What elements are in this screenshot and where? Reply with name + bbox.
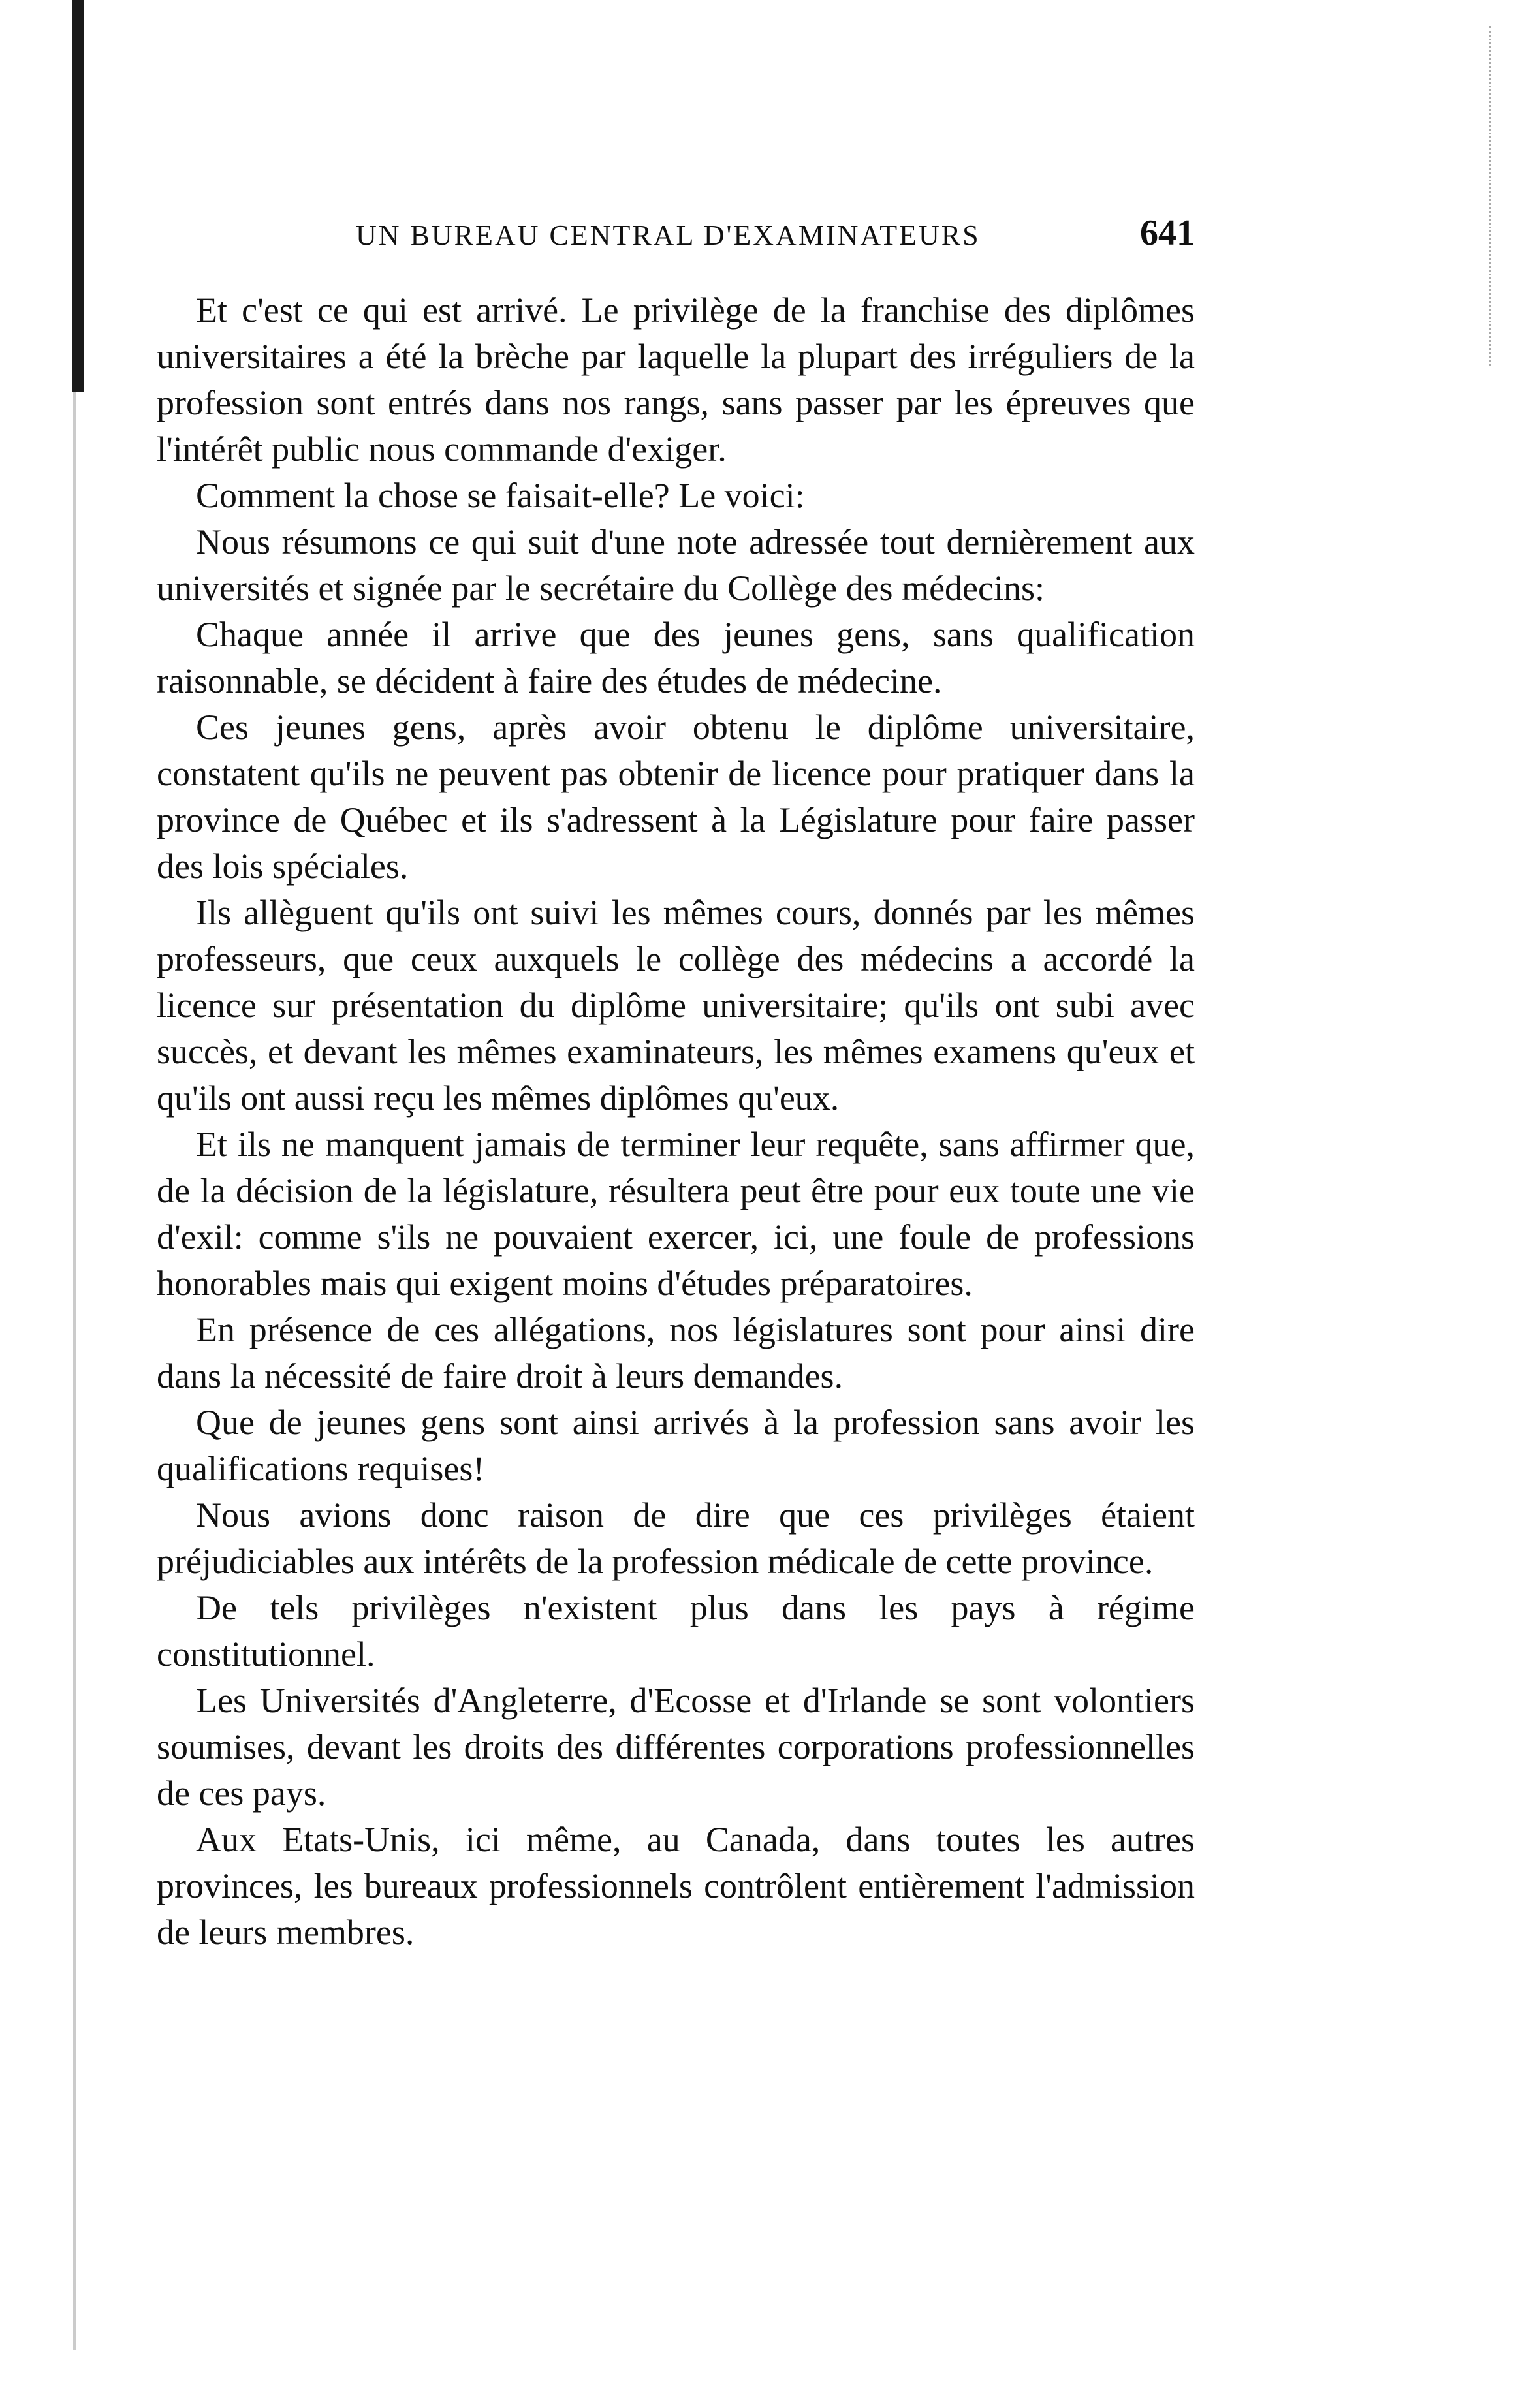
page-number: 641: [1140, 213, 1195, 253]
scan-edge-shadow-left: [72, 0, 84, 392]
paragraph: Et ils ne manquent jamais de terminer leur requête, sans affirmer que, de la décision de la législature, résultera peut être pour eux toute une vie d'exil: comme s'ils ne pouvaient exercer, ici, une foule de professions honorables mais qui exigent moins d'études préparatoires.: [157, 1125, 1195, 1303]
paragraph: De tels privilèges n'existent plus dans les pays à régime constitutionnel.: [157, 1588, 1195, 1674]
book-page: [157, 212, 1195, 1956]
paragraph: Et c'est ce qui est arrivé. Le privilège de la franchise des diplômes universitaires a été la brèche par laquelle la plupart des irréguliers de la profession sont entrés dans nos rangs, sans passer par les épreuves que l'intérêt public nous commande d'exiger.: [157, 290, 1195, 469]
running-head: [157, 212, 1195, 258]
paragraph: Aux Etats-Unis, ici même, au Canada, dans toutes les autres provinces, les bureaux professionnels contrôlent entièrement l'admission de leurs membres.: [157, 1820, 1195, 1952]
paragraph: Comment la chose se faisait-elle? Le voici:: [196, 476, 805, 515]
paragraph: Chaque année il arrive que des jeunes gens, sans qualification raisonnable, se décident à faire des études de médecine.: [157, 615, 1195, 700]
paragraph: Les Universités d'Angleterre, d'Ecosse et d'Irlande se sont volontiers soumises, devant les droits des différentes corporations professionnelles de ces pays.: [157, 1681, 1195, 1813]
body-text: [157, 287, 1195, 1956]
paragraph: Nous résumons ce qui suit d'une note adressée tout dernièrement aux universités et signée par le secrétaire du Collège des médecins:: [157, 522, 1195, 608]
running-title: UN BUREAU CENTRAL D'EXAMINATEURS: [356, 219, 981, 251]
scan-edge-line-left: [73, 392, 76, 2350]
paragraph: Que de jeunes gens sont ainsi arrivés à la profession sans avoir les qualifications requises!: [157, 1403, 1195, 1488]
scan-edge-marks-right: [1489, 26, 1495, 366]
paragraph: En présence de ces allégations, nos législatures sont pour ainsi dire dans la nécessité de faire droit à leurs demandes.: [157, 1310, 1195, 1396]
paragraph: Ils allèguent qu'ils ont suivi les mêmes cours, donnés par les mêmes professeurs, que ceux auxquels le collège des médecins a accordé la licence sur présentation du diplôme universitaire; qu'ils ont subi avec succès, et devant les mêmes examinateurs, les mêmes examens qu'eux et qu'ils ont aussi reçu les mêmes diplômes qu'eux.: [157, 893, 1195, 1118]
paragraph: Nous avions donc raison de dire que ces privilèges étaient préjudiciables aux intérêts de la profession médicale de cette province.: [157, 1495, 1195, 1581]
paragraph: Ces jeunes gens, après avoir obtenu le diplôme universitaire, constatent qu'ils ne peuvent pas obtenir de licence pour pratiquer dans la province de Québec et ils s'adressent à la Législature pour faire passer des lois spéciales.: [157, 708, 1195, 886]
